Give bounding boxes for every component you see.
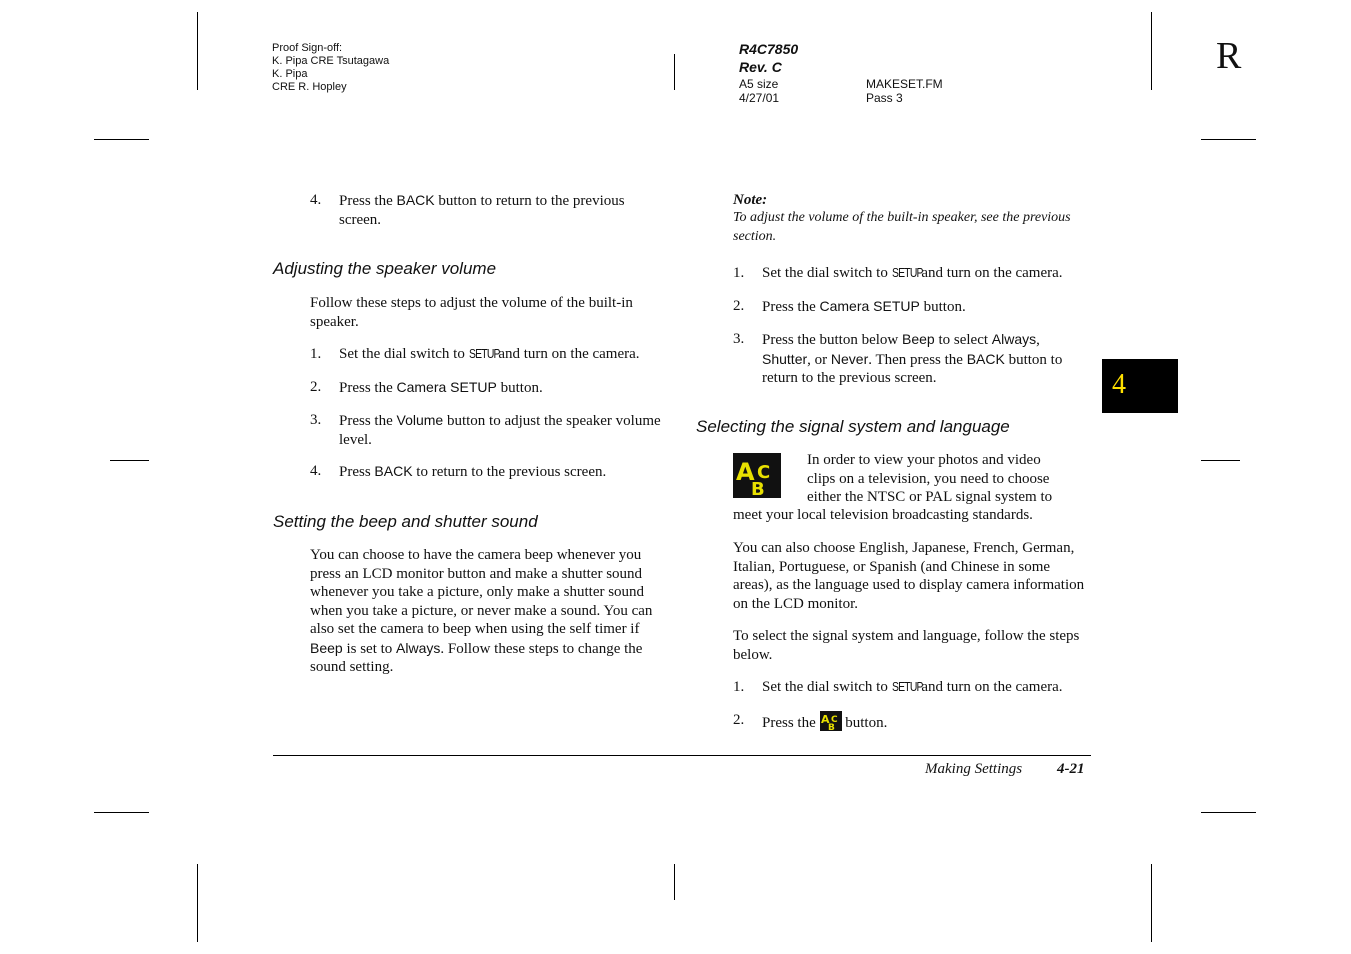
ui-term: Always	[991, 331, 1037, 347]
list-text: Press the BACK button to return to the previous screen.	[339, 192, 625, 228]
crop-mark	[94, 139, 149, 140]
list-text: Press BACK to return to the previous screen.	[339, 463, 607, 480]
list-number: 4.	[310, 192, 322, 208]
crop-mark	[1201, 812, 1256, 813]
chapter-number: 4	[1112, 369, 1126, 400]
ui-term: Shutter	[762, 350, 808, 367]
list-text: Set the dial switch to SETUP and turn on the camera.	[339, 346, 640, 362]
svg-text:B: B	[751, 479, 765, 498]
list-text: Press the Camera SETUP button.	[762, 298, 966, 315]
list-number: 3.	[733, 331, 745, 347]
section-heading: Selecting the signal system and language	[696, 417, 1010, 436]
ui-term: Never	[830, 350, 869, 367]
crop-mark	[1201, 460, 1240, 461]
footer-page: 4-21	[1057, 761, 1085, 777]
note-label: Note:	[733, 192, 768, 208]
list-number: 2.	[310, 379, 322, 395]
corner-letter: R	[1216, 35, 1242, 77]
doc-size: A5 size	[739, 77, 779, 91]
doc-pass: Pass 3	[866, 91, 903, 105]
svg-text:C: C	[757, 462, 771, 483]
svg-text:A: A	[736, 458, 755, 486]
ui-term: BACK	[374, 463, 413, 479]
ui-term: Camera SETUP	[819, 298, 920, 314]
list-text: Press the button below Beep to select Always, Shutter, or Never. Then press the BACK button to return to the previous screen.	[762, 331, 1063, 386]
setup-icon: SETUP	[891, 265, 923, 280]
crop-mark	[1201, 139, 1256, 140]
list-text: Press the A C B button.	[762, 713, 888, 731]
paragraph: You can also choose English, Japanese, French, German, Italian, Portuguese, or Spanish (and Chinese in some areas), as the language used to display camera information on the LCD monitor.	[733, 540, 1085, 612]
doc-rev: Rev. C	[739, 59, 782, 75]
proof-line: Proof Sign-off:	[272, 42, 343, 54]
chapter-tab	[1102, 359, 1178, 413]
list-text: Press the Camera SETUP button.	[339, 379, 543, 396]
paragraph: Follow these steps to adjust the volume of the built-in speaker.	[310, 295, 633, 330]
section-heading: Adjusting the speaker volume	[273, 259, 497, 278]
svg-text:C: C	[830, 715, 838, 725]
crop-mark	[197, 12, 198, 90]
list-number: 1.	[733, 265, 745, 281]
paragraph: You can choose to have the camera beep whenever you press an LCD monitor button and make a shutter sound whenever you take a picture, only make a shutter sound when you take a picture, or never make a sound. You can also set the camera to beep when using the self timer if Beep is set to Always. Follow these steps to change the sound setting.	[310, 547, 653, 675]
paragraph: meet your local television broadcasting standards.	[733, 507, 1033, 523]
setup-icon: SETUP	[468, 346, 500, 361]
abc-language-icon	[733, 453, 781, 498]
crop-mark	[1151, 12, 1152, 90]
list-number: 2.	[733, 298, 745, 314]
list-text: Press the Volume button to adjust the speaker volume level.	[339, 412, 661, 448]
list-number: 2.	[733, 712, 745, 728]
crop-mark	[94, 812, 149, 813]
crop-mark	[1151, 864, 1152, 942]
paragraph: To select the signal system and language, follow the steps below.	[733, 628, 1080, 663]
setup-icon: SETUP	[891, 679, 923, 694]
proof-line: K. Pipa	[272, 68, 308, 80]
list-text: Set the dial switch to SETUP and turn on the camera.	[762, 265, 1063, 281]
ui-term: Volume	[396, 412, 444, 428]
svg-text:A: A	[820, 713, 830, 726]
doc-code: R4C7850	[739, 41, 799, 57]
crop-mark	[197, 864, 198, 942]
ui-term: Always	[396, 639, 441, 656]
crop-mark	[674, 54, 675, 90]
crop-mark	[674, 864, 675, 900]
ui-term: Beep	[902, 331, 935, 347]
list-number: 1.	[733, 679, 745, 695]
section-heading: Setting the beep and shutter sound	[273, 512, 538, 531]
proof-signoff	[272, 42, 389, 94]
ui-term: Camera SETUP	[396, 379, 497, 395]
doc-file: MAKESET.FM	[866, 77, 943, 91]
ui-term: BACK	[966, 350, 1005, 367]
footer-rule	[273, 755, 1091, 756]
abc-small-icon	[820, 711, 842, 731]
paragraph: In order to view your photos and video clips on a television, you need to choose either the NTSC or PAL signal system to	[807, 452, 1053, 505]
list-number: 4.	[310, 463, 322, 479]
svg-text:B: B	[827, 723, 835, 731]
footer-section: Making Settings	[925, 761, 1023, 777]
list-number: 1.	[310, 346, 322, 362]
ui-term: BACK	[396, 192, 435, 208]
proof-line: CRE R. Hopley	[272, 81, 347, 93]
ui-term: Beep	[310, 639, 343, 656]
crop-mark	[110, 460, 149, 461]
doc-date: 4/27/01	[739, 91, 780, 105]
list-number: 3.	[310, 412, 322, 428]
proof-line: K. Pipa CRE Tsutagawa	[272, 55, 390, 67]
note-text: To adjust the volume of the built-in speaker, see the previous section.	[733, 210, 1071, 244]
list-text: Set the dial switch to SETUP and turn on the camera.	[762, 679, 1063, 695]
